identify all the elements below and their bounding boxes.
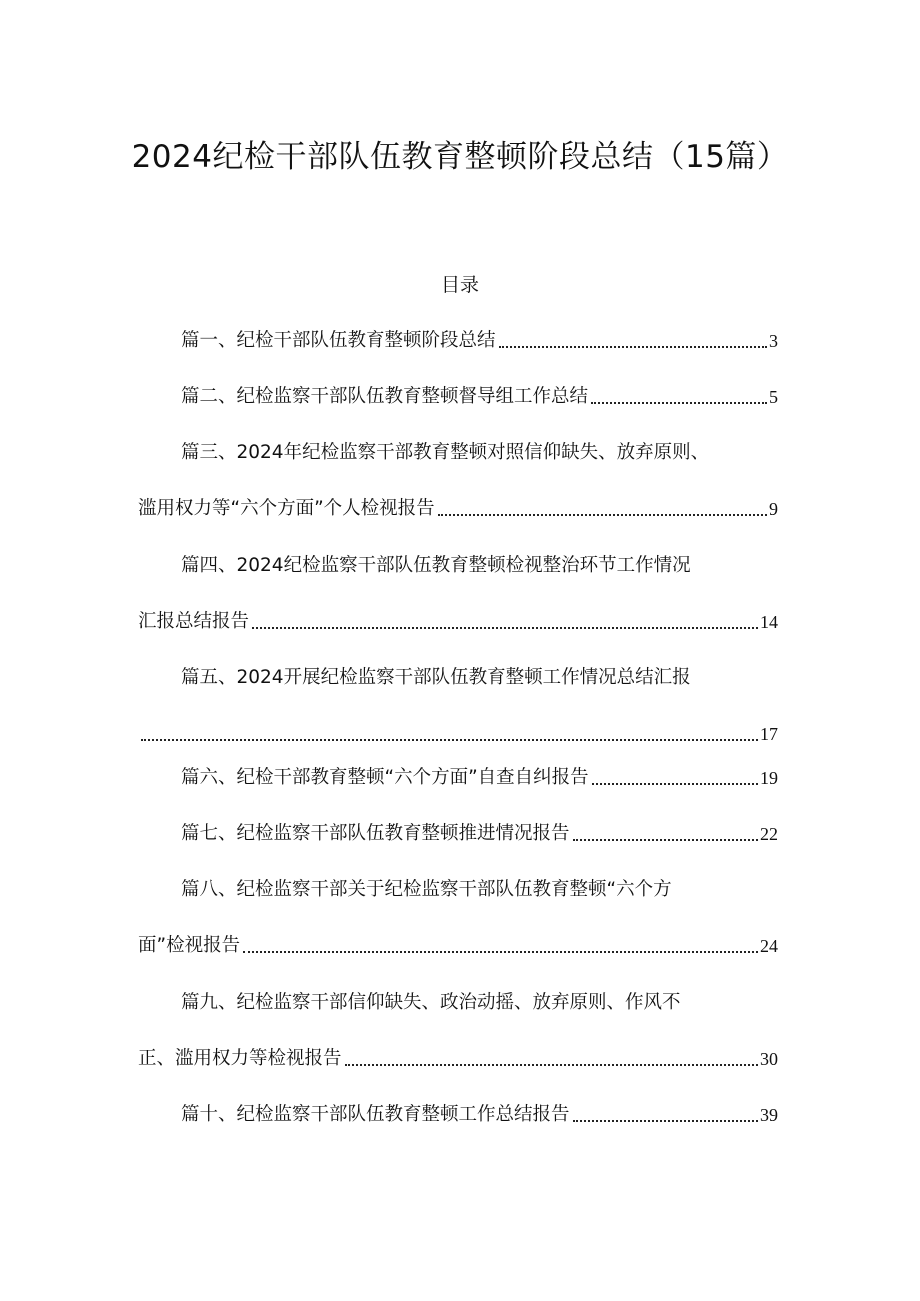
- toc-page-number: 39: [760, 1105, 778, 1125]
- toc-entry-title: 篇四、2024纪检监察干部队伍教育整顿检视整治环节工作情况: [181, 555, 691, 576]
- toc-entry-7[interactable]: [138, 819, 778, 849]
- toc-entry-title: 篇六、纪检干部教育整顿“六个方面”自查自纠报告: [181, 767, 589, 788]
- toc-entry-title-continued: 汇报总结报告: [138, 611, 250, 632]
- toc-page-number: 14: [760, 612, 778, 632]
- toc-heading: 目录: [440, 274, 479, 296]
- dot-leader: [345, 1063, 758, 1066]
- toc-entry-title: 篇九、纪检监察干部信仰缺失、政治动摇、放弃原则、作风不: [181, 992, 681, 1013]
- dot-leader: [499, 345, 767, 348]
- toc-entry-5-line-2[interactable]: [138, 719, 778, 749]
- toc-entry-3-line-2[interactable]: [138, 494, 778, 524]
- toc-entry-6[interactable]: [138, 763, 778, 793]
- dot-leader: [591, 401, 767, 404]
- dot-leader: [438, 513, 767, 516]
- dot-leader: [573, 838, 758, 841]
- dot-leader: [252, 626, 758, 629]
- toc-page-number: 3: [769, 331, 778, 351]
- toc-entry-title: 篇八、纪检监察干部关于纪检监察干部队伍教育整顿“六个方: [181, 879, 672, 900]
- toc-entry-3-line-1[interactable]: [138, 438, 778, 468]
- toc-entry-9-line-2[interactable]: [138, 1044, 778, 1074]
- toc-entry-title-continued: 滥用权力等“六个方面”个人检视报告: [138, 498, 435, 519]
- toc-entry-4-line-2[interactable]: [138, 607, 778, 637]
- toc-page-number: 17: [760, 724, 778, 744]
- toc-entry-1[interactable]: [138, 326, 778, 356]
- toc-entry-title: 篇二、纪检监察干部队伍教育整顿督导组工作总结: [181, 386, 589, 407]
- toc-entry-10[interactable]: [138, 1100, 778, 1130]
- toc-page-number: 30: [760, 1049, 778, 1069]
- toc-page-number: 5: [769, 387, 778, 407]
- dot-leader: [243, 950, 758, 953]
- toc-entry-2[interactable]: [138, 382, 778, 412]
- dot-leader: [592, 782, 758, 785]
- toc-entry-8-line-2[interactable]: [138, 931, 778, 961]
- toc-page-number: 24: [760, 936, 778, 956]
- toc-entry-title-continued: 面”检视报告: [138, 935, 241, 956]
- toc-entry-9-line-1[interactable]: [138, 988, 778, 1018]
- toc-entry-8-line-1[interactable]: [138, 875, 778, 905]
- toc-entry-title: 篇一、纪检干部队伍教育整顿阶段总结: [181, 330, 496, 351]
- toc-entry-title-continued: 正、滥用权力等检视报告: [138, 1048, 342, 1069]
- toc-entry-title: 篇五、2024开展纪检监察干部队伍教育整顿工作情况总结汇报: [181, 667, 691, 688]
- dot-leader: [141, 738, 758, 741]
- toc-entry-title: 篇十、纪检监察干部队伍教育整顿工作总结报告: [181, 1104, 570, 1125]
- toc-entry-5-line-1[interactable]: [138, 663, 778, 693]
- toc-page-number: 19: [760, 768, 778, 788]
- toc-page-number: 22: [760, 824, 778, 844]
- document-title: 2024纪检干部队伍教育整顿阶段总结（15篇）: [131, 139, 789, 175]
- toc-entry-4-line-1[interactable]: [138, 551, 778, 581]
- toc-entry-title: 篇三、2024年纪检监察干部教育整顿对照信仰缺失、放弃原则、: [181, 442, 710, 463]
- toc-page-number: 9: [769, 499, 778, 519]
- toc-entry-title: 篇七、纪检监察干部队伍教育整顿推进情况报告: [181, 823, 570, 844]
- dot-leader: [573, 1119, 758, 1122]
